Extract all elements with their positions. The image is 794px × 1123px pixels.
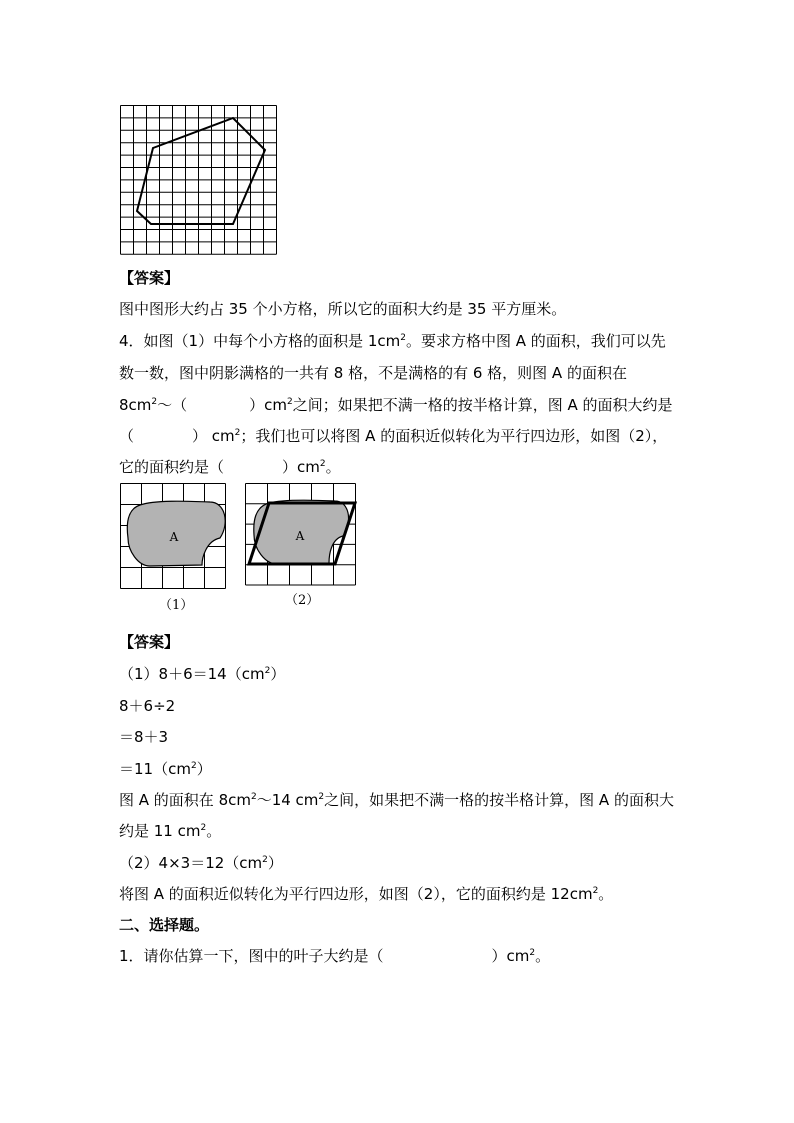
answer-line: $=11(cm^2)$: [119, 760, 212, 778]
q4-line-2: 数一数，图中阴影满格的一共有 8 格，不是满格的有 6 格，则图 A 的面积在: [119, 364, 627, 382]
q4-line-5: 它的面积约是（ ）$cm^2$。: [119, 458, 341, 476]
section-title: 二、选择题。: [119, 916, 210, 934]
figure-2-caption: （2）: [285, 593, 320, 608]
answer-line: 图 A 的面积在 $8cm^2\sim 14$ $cm^2$之间，如果把不满一格的按半格计算，图 A 的面积大: [119, 791, 674, 809]
shape-a-label: A: [169, 530, 179, 544]
polygon-shape: [137, 118, 265, 224]
answer-line: 8＋6÷2: [119, 697, 176, 715]
answer-line: ＝8＋3: [119, 728, 169, 746]
answer-text: 图中图形大约占 35 个小方格，所以它的面积大约是 35 平方厘米。: [119, 300, 567, 318]
answer-heading: 【答案】: [119, 269, 180, 287]
shape-a-label: A: [295, 529, 305, 543]
figure-1-caption: （1）: [159, 598, 194, 613]
answer-line: $(2)4\times 3=12(cm^2)$: [119, 854, 283, 872]
figure-1-grid: [120, 483, 230, 591]
answer-heading: 【答案】: [119, 633, 180, 651]
figure-2-grid: [245, 483, 360, 586]
q4-line-4: （ ） $cm^2$；我们也可以将图 A 的面积近似转化为平行四边形，如图（2），: [119, 427, 668, 445]
polygon-grid-figure: [120, 105, 280, 256]
answer-line: $(1)8+6=14(cm^2)$: [119, 665, 286, 683]
question-1: 1．请你估算一下，图中的叶子大约是（ ）$cm^2$。: [119, 947, 551, 965]
q4-line-1: 4．如图（1）中每个小方格的面积是 $1cm^2$。要求方格中图 A 的面积，我们可以先: [119, 332, 666, 350]
answer-line: 约是 11 $cm^2$。: [119, 822, 222, 840]
q4-line-3: $8cm^2\sim$（ ）$cm^2$之间；如果把不满一格的按半格计算，图 A 的面积大约是: [119, 396, 673, 414]
answer-line: 将图 A 的面积近似转化为平行四边形，如图（2），它的面积约是 $12cm^2$。: [119, 885, 614, 903]
